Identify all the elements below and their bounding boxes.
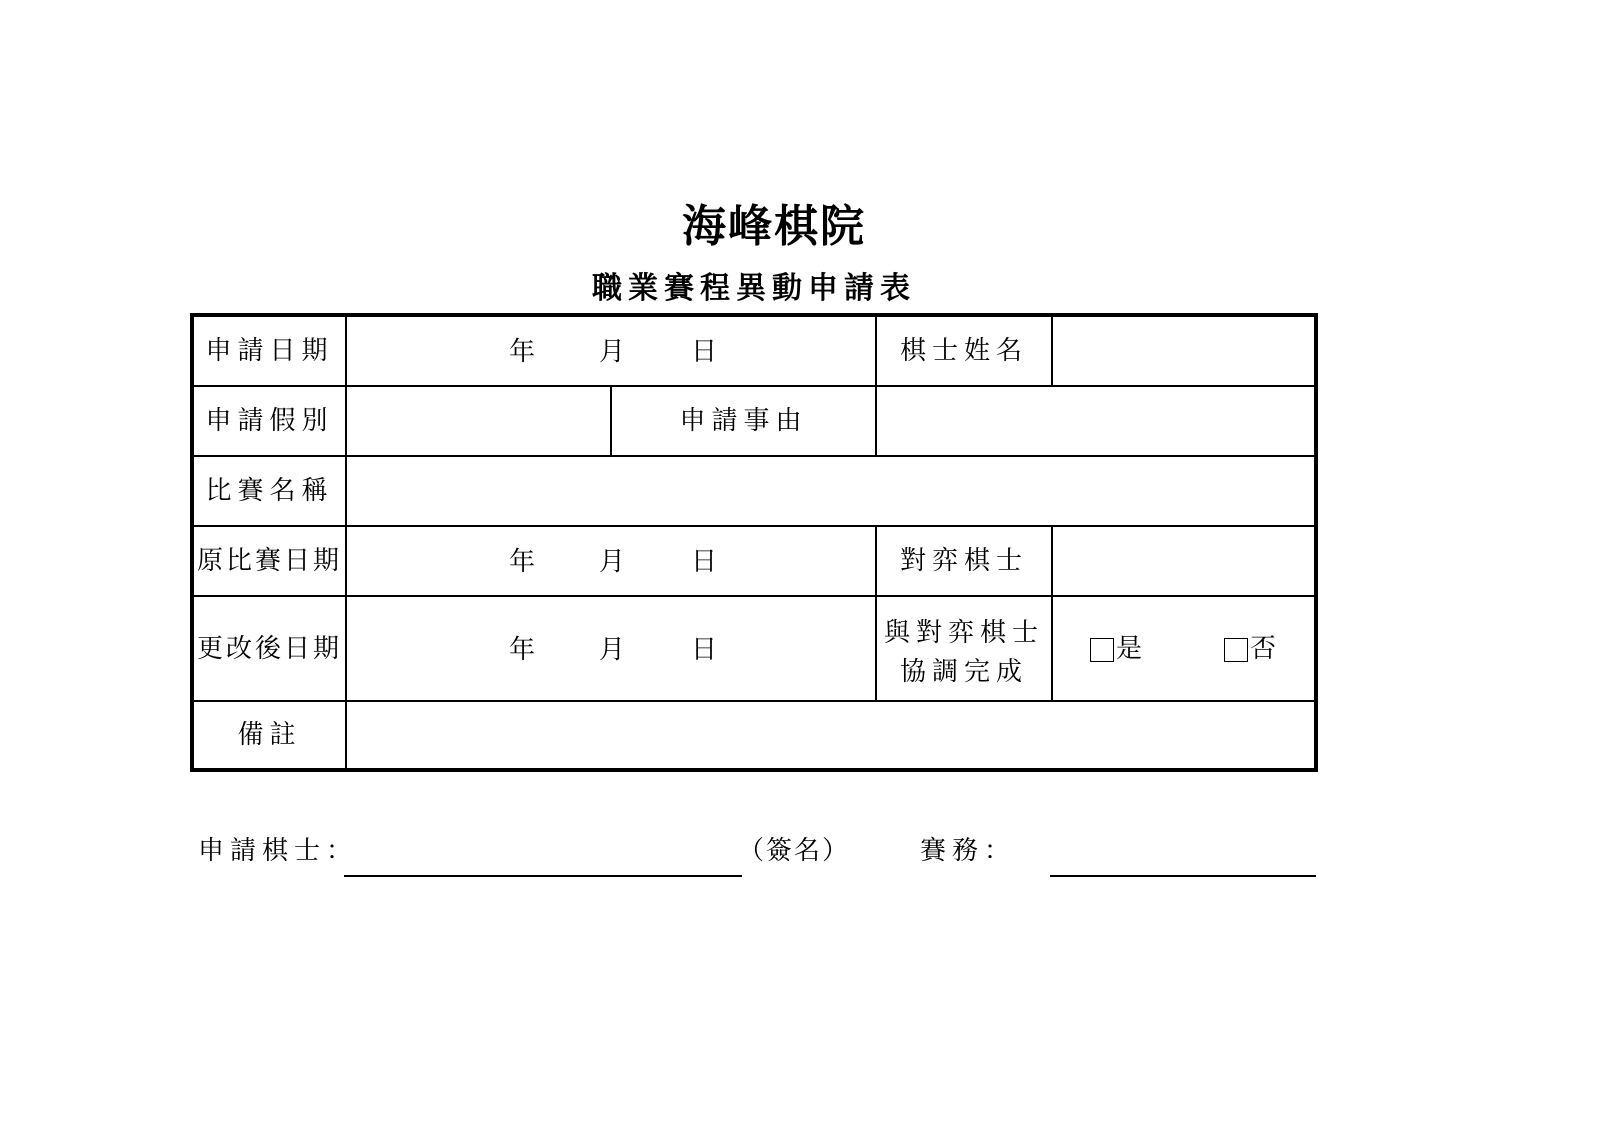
affairs-signature-line[interactable] (1050, 875, 1316, 877)
date-year-label: 年 (509, 337, 536, 367)
page-title: 海峰棋院 (682, 201, 866, 252)
label-reason: 申請事由 (679, 406, 808, 436)
form-title: 職業賽程異動申請表 (592, 271, 916, 306)
row-divider (194, 595, 1314, 597)
date-year-label: 年 (509, 635, 536, 665)
date-month-label: 月 (599, 337, 626, 367)
label-coordinated-line1: 與對弈棋士 (883, 618, 1044, 648)
label-match-name: 比賽名稱 (205, 476, 334, 506)
date-month-label: 月 (599, 547, 626, 577)
label-original-date: 原比賽日期 (196, 546, 342, 576)
match-name-field[interactable] (347, 457, 1314, 525)
applicant-signature-line[interactable] (344, 875, 742, 877)
label-coordinated-line2: 協調完成 (899, 657, 1028, 687)
label-application-date: 申請日期 (205, 336, 334, 366)
label-remarks: 備註 (237, 720, 302, 750)
leave-type-field[interactable] (347, 387, 610, 455)
affairs-label: 賽務： (920, 836, 1017, 866)
date-month-label: 月 (599, 635, 626, 665)
checkbox-yes-label: 是 (1116, 634, 1143, 664)
label-opponent: 對弈棋士 (899, 546, 1028, 576)
date-day-label: 日 (691, 547, 718, 577)
player-name-field[interactable] (1053, 317, 1314, 385)
checkbox-yes[interactable] (1090, 638, 1114, 662)
checkbox-no[interactable] (1224, 638, 1248, 662)
applicant-label: 申請棋士： (198, 836, 359, 866)
remarks-field[interactable] (347, 702, 1314, 768)
date-day-label: 日 (691, 635, 718, 665)
signature-note: （簽名） (738, 836, 851, 866)
reason-field[interactable] (877, 387, 1314, 455)
checkbox-no-label: 否 (1250, 634, 1277, 664)
label-new-date: 更改後日期 (196, 633, 342, 664)
date-year-label: 年 (509, 547, 536, 577)
opponent-field[interactable] (1053, 527, 1314, 595)
application-form-table (190, 313, 1318, 772)
date-day-label: 日 (691, 337, 718, 367)
label-player-name: 棋士姓名 (899, 336, 1028, 366)
column-divider (345, 317, 347, 768)
label-leave-type: 申請假別 (205, 406, 334, 436)
